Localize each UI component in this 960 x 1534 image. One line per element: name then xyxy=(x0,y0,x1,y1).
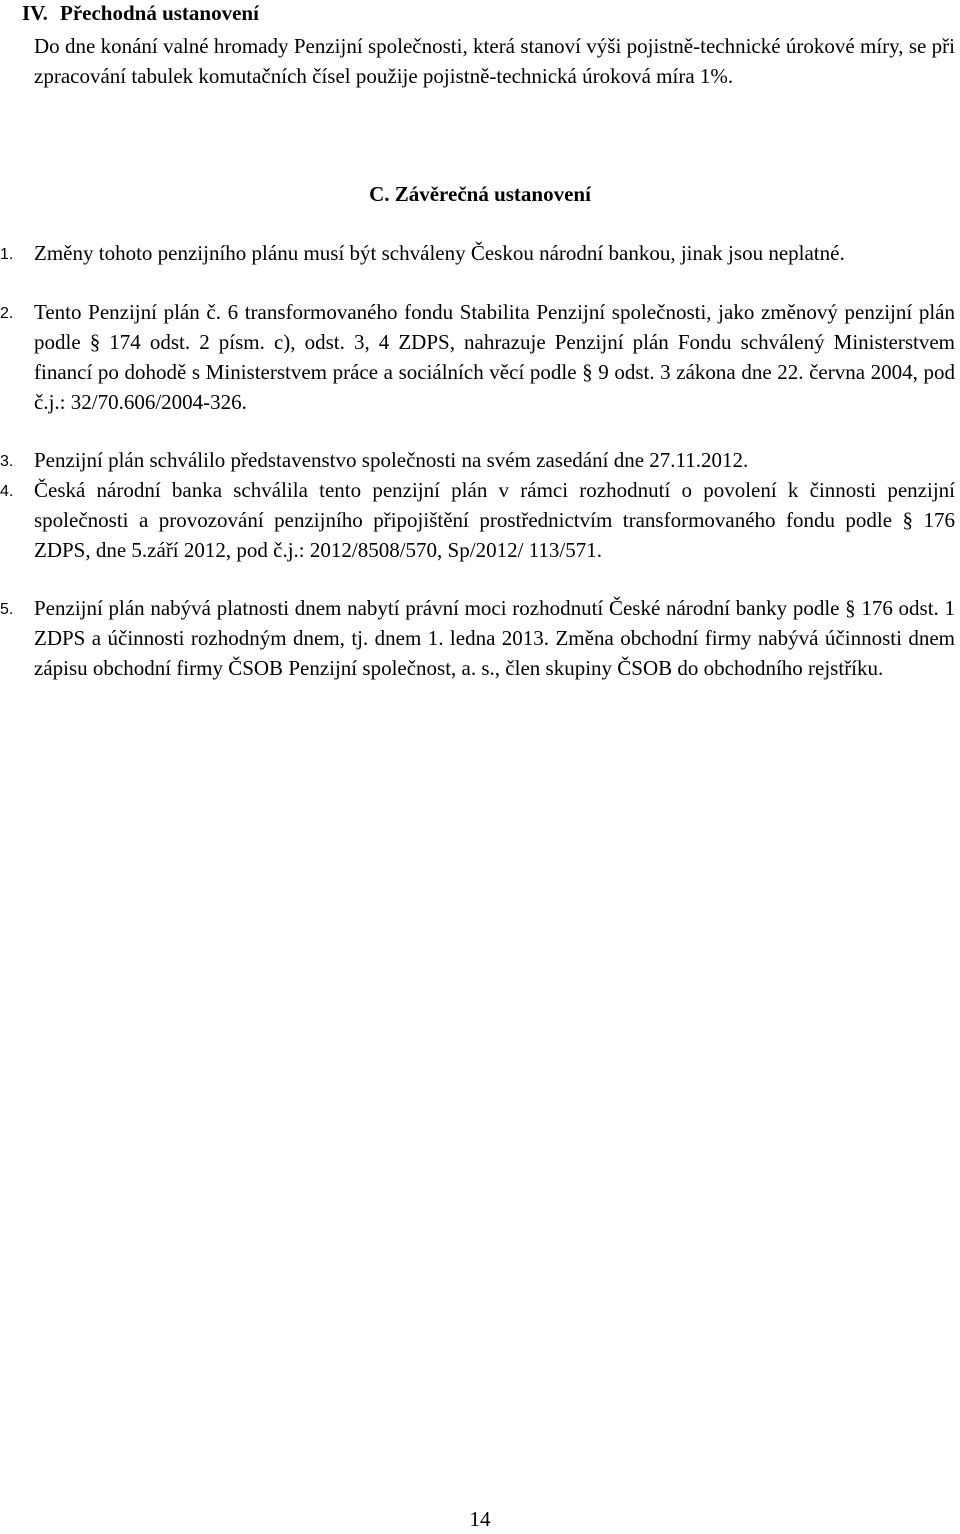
intro-paragraph: Do dne konání valné hromady Penzijní společnosti, která stanoví výši pojistně-technické úrokové míry, se při zpracování tabulek komutačních čísel použije pojistně-technická úroková míra 1%. xyxy=(34,34,955,88)
section-number: IV. xyxy=(22,1,48,25)
item-number: 2. xyxy=(0,305,14,322)
section-title: Přechodná ustanovení xyxy=(60,1,259,25)
list-item xyxy=(0,445,955,475)
item-number: 1. xyxy=(0,246,14,263)
item-text: Česká národní banka schválila tento penzijní plán v rámci rozhodnutí o povolení k činnosti penzijní společnosti a provozování penzijního připojištění prostřednictvím transformovaného fondu podle § 176 ZDPS, dne 5.září 2012, pod č.j.: 2012/8508/570, Sp/2012/ 113/571. xyxy=(34,478,955,562)
list-item xyxy=(0,475,955,565)
item-text: Penzijní plán nabývá platnosti dnem nabytí právní moci rozhodnutí České národní banky podle § 176 odst. 1 ZDPS a účinnosti rozhodným dnem, tj. dnem 1. ledna 2013. Změna obchodní firmy nabývá účinnosti dnem zápisu obchodní firmy ČSOB Penzijní společnost, a. s., člen skupiny ČSOB do obchodního rejstříku. xyxy=(34,596,955,680)
item-text: Tento Penzijní plán č. 6 transformovaného fondu Stabilita Penzijní společnosti, jako změnový penzijní plán podle § 174 odst. 2 písm. c), odst. 3, 4 ZDPS, nahrazuje Penzijní plán Fondu schválený Ministerstvem financí po dohodě s Ministerstvem práce a sociálních věcí podle § 9 odst. 3 zákona dne 22. června 2004, pod č.j.: 32/70.606/2004-326. xyxy=(34,300,955,414)
subsection-title: C. Závěrečná ustanovení xyxy=(369,182,591,206)
list-item xyxy=(0,238,955,268)
page-number: 14 xyxy=(469,1507,491,1531)
item-text: Změny tohoto penzijního plánu musí být schváleny Českou národní bankou, jinak jsou neplatné. xyxy=(34,241,845,265)
item-text: Penzijní plán schválilo představenstvo společnosti na svém zasedání dne 27.11.2012. xyxy=(34,448,749,472)
list-item xyxy=(0,297,955,417)
section-heading xyxy=(22,0,259,26)
item-number: 3. xyxy=(0,453,14,470)
list-item xyxy=(0,593,955,683)
item-number: 4. xyxy=(0,483,14,500)
item-number: 5. xyxy=(0,601,14,618)
